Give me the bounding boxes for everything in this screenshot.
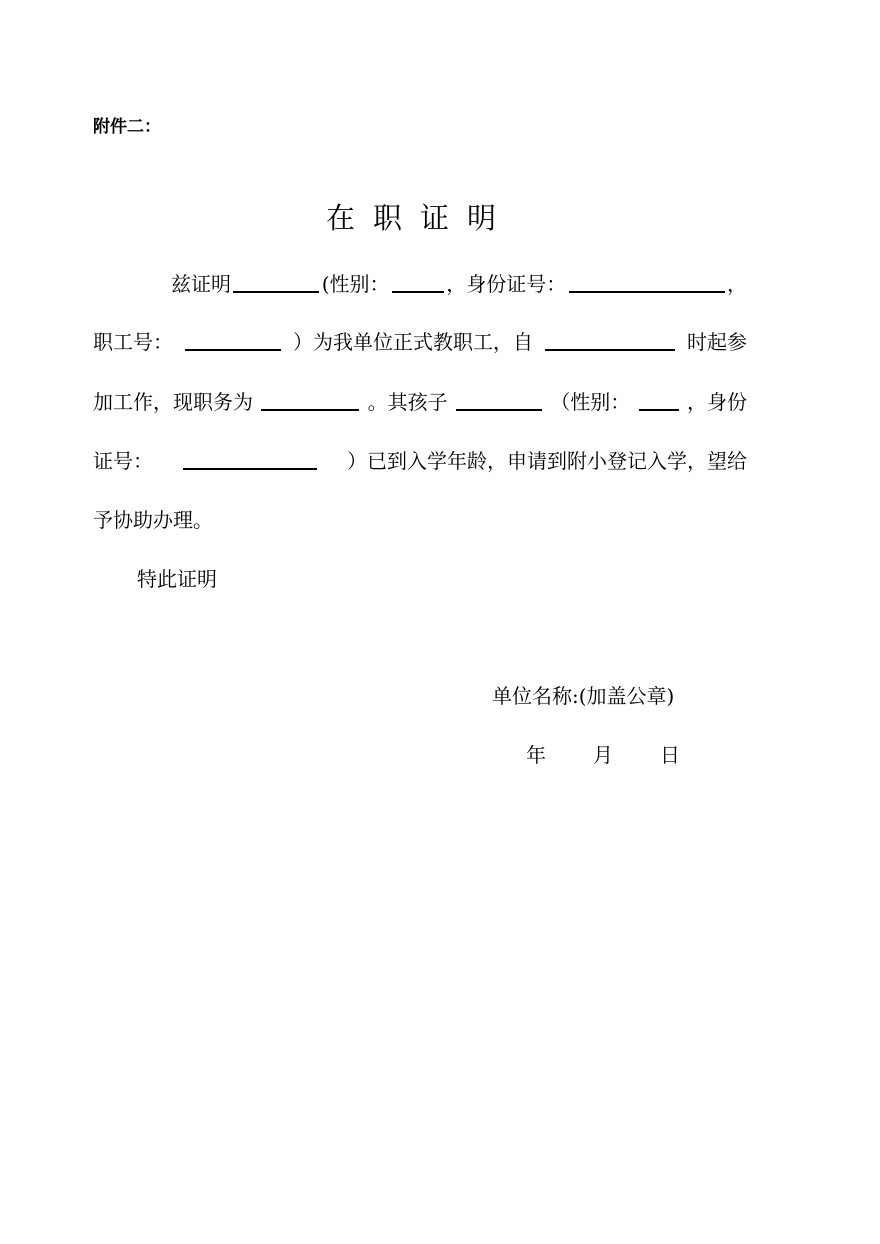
unit-name-label: 单位名称:(加盖公章): [492, 684, 675, 708]
text-segment: 。其孩子: [367, 389, 448, 414]
text-segment: ，身份证号：: [446, 271, 567, 296]
employee-number-blank[interactable]: [185, 329, 281, 351]
month-label: 月: [593, 743, 613, 767]
text-segment: 兹证明: [171, 271, 231, 296]
child-name-blank[interactable]: [456, 389, 542, 411]
child-gender-blank[interactable]: [639, 389, 679, 411]
text-segment: ）已到入学年龄，申请到附小登记入学，望给: [347, 448, 747, 473]
text-segment: ）为我单位正式教职工，自: [293, 329, 533, 354]
start-date-blank[interactable]: [545, 329, 675, 351]
attachment-label: 附件二：: [93, 117, 161, 137]
paragraph-line-1: [171, 266, 747, 298]
day-label: 日: [660, 743, 680, 767]
child-id-number-blank[interactable]: [183, 448, 317, 470]
text-segment: （性别：: [550, 389, 631, 414]
text-segment: ，: [726, 271, 747, 296]
text-segment: ，身份: [686, 389, 747, 414]
year-label: 年: [526, 743, 546, 767]
text-segment: 证号：: [93, 448, 153, 473]
id-number-blank[interactable]: [569, 271, 725, 293]
paragraph-line-5: [93, 502, 213, 534]
text-segment: 加工作，现职务为: [93, 389, 253, 414]
paragraph-line-2: [93, 324, 747, 356]
document-title: 在职证明: [325, 201, 514, 235]
gender-blank[interactable]: [392, 271, 444, 293]
closing-text: 特此证明: [137, 567, 217, 591]
name-blank[interactable]: [233, 271, 319, 293]
text-segment: 予协助办理。: [93, 507, 213, 532]
position-blank[interactable]: [261, 389, 359, 411]
paragraph-line-3: [93, 384, 747, 416]
paragraph-line-4: [93, 443, 747, 475]
text-segment: (性别：: [321, 271, 390, 296]
text-segment: 职工号：: [93, 329, 173, 354]
text-segment: 时起参: [687, 329, 747, 354]
